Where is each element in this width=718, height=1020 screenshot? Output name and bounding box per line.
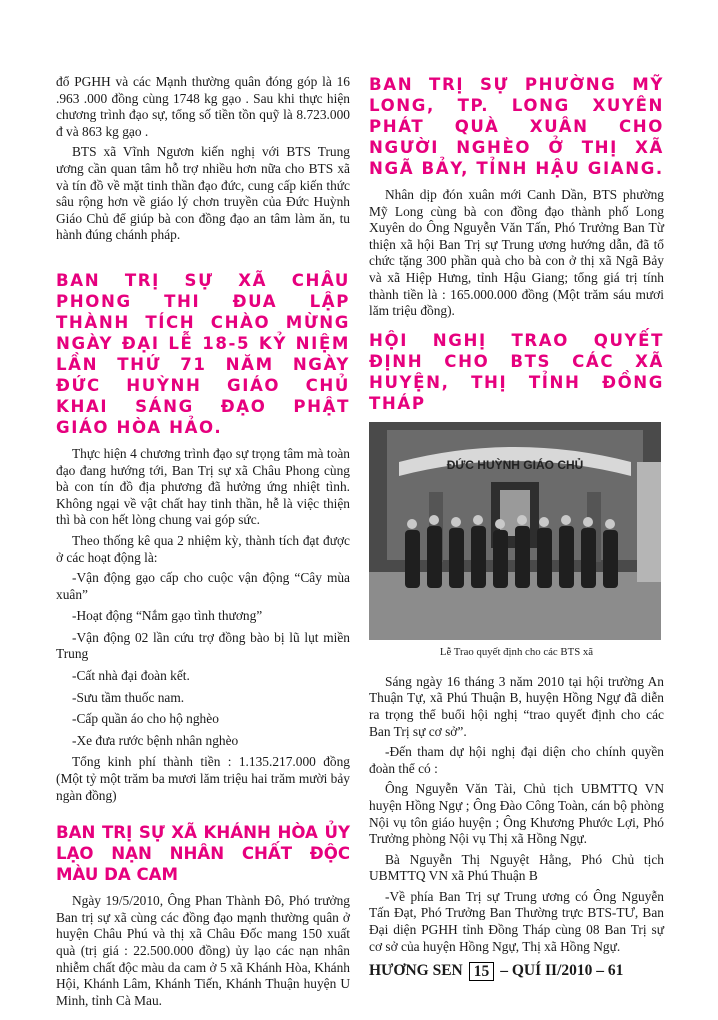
banner-text: ĐỨC HUỲNH GIÁO CHỦ [446, 457, 584, 472]
article-heading: BAN TRỊ SỰ XÃ KHÁNH HÒA ỦY LẠO NẠN NHÂN CHẤT ĐỘC MÀU DA CAM [56, 823, 350, 885]
paragraph: đổ PGHH và các Mạnh thường quân đóng góp là 16 .963 .000 đồng cùng 1748 kg gạo . Sau khi thực hiện chương trình đạo sự, tổng số tiền tồn quỹ là 8.723.000 đ và 863 kg gạo . [56, 74, 350, 139]
paragraph: Theo thống kê qua 2 nhiệm kỳ, thành tích đạt được ở các hoạt động là: [56, 532, 350, 565]
list-item: -Cấp quần áo cho hộ nghèo [72, 711, 219, 727]
list-item: -Vận động 02 lần cứu trợ đồng bào bị lũ lụt miền Trung [56, 629, 350, 662]
paragraph: Tổng kinh phí thành tiền : 1.135.217.000 đồng (Một tỷ một trăm ba mươi lăm triệu hai trăm mười bảy ngàn đồng) [56, 754, 350, 803]
paragraph: BTS xã Vĩnh Ngươn kiến nghị với BTS Trung ương cần quan tâm hỗ trợ nhiều hơn nữa cho BTS xã và tín đồ về mặt tinh thần đạo đức, cung cấp kiến thức sâu rộng hơn về giáo lý chơn truyền của Đức Huỳnh Giáo Chủ để giúp bà con đồng đạo an tâm làm ăn, tu hành đúng chánh pháp. [56, 144, 350, 243]
list-item: -Xe đưa rước bệnh nhân nghèo [72, 732, 239, 748]
paragraph: Sáng ngày 16 tháng 3 năm 2010 tại hội trường An Thuận Tự, xã Phú Thuận B, huyện Hồng Ngự đã diễn ra trọng thể buổi hội nghị “trao quyết định cho các Ban Trị sự cơ sở”. [369, 673, 664, 739]
article-heading: BAN TRỊ SỰ XÃ CHÂU PHONG THI ĐUA LẬP THÀNH TÍCH CHÀO MỪNG NGÀY ĐẠI LỄ 18-5 KỶ NIỆM LẦN THỨ 71 NĂM NGÀY ĐỨC HUỲNH GIÁO CHỦ KHAI SÁNG ĐẠO PHẬT GIÁO HÒA HẢO. [56, 270, 350, 437]
list-item: -Sưu tầm thuốc nam. [72, 689, 185, 705]
photo-caption: Lễ Trao quyết định cho các BTS xã [439, 645, 594, 658]
issue-number: 15 [469, 962, 495, 981]
article-heading: BAN TRỊ SỰ PHƯỜNG MỸ LONG, TP. LONG XUYÊN PHÁT QUÀ XUÂN CHO NGƯỜI NGHÈO Ở THỊ XÃ NGÃ BẢY, TỈNH HẬU GIANG. [369, 75, 664, 178]
paragraph: Ngày 19/5/2010, Ông Phan Thành Đô, Phó trưởng Ban trị sự xã cùng các đồng đạo mạnh thường quân ở huyện Châu Phú và thị xã Châu Đốc mang 150 xuất quà (trị giá : 22.500.000 đồng) ủy lạo các nạn nhân nhiễm chất độc màu da cam ở 5 xã Khánh Hòa, Khánh Hội, Khánh Lâm, Khánh Tiến, Khánh Thuận huyện U Minh, tỉnh Cà Mau. [56, 893, 350, 1008]
magazine-name: HƯƠNG SEN [369, 962, 463, 979]
right-column [369, 74, 664, 959]
list-item: -Vận động gạo cấp cho cuộc vận động “Cây mùa xuân” [56, 570, 350, 602]
issue-period-page: – QUÍ II/2010 – 61 [500, 962, 624, 979]
left-column [56, 74, 350, 1013]
ceremony-photo [369, 422, 661, 640]
page-footer [369, 960, 664, 982]
list-item: -Hoạt động “Nắm gạo tình thương” [72, 608, 263, 624]
ceremony-photo-illustration [369, 422, 661, 640]
paragraph: -Đến tham dự hội nghị đại diện cho chính quyền đoàn thể có : [369, 744, 664, 776]
paragraph: Bà Nguyễn Thị Nguyệt Hằng, Phó Chủ tịch UBMTTQ VN xã Phú Thuận B [369, 851, 664, 884]
list-item: -Cất nhà đại đoàn kết. [72, 668, 190, 684]
paragraph: Thực hiện 4 chương trình đạo sự trọng tâm mà toàn đạo đang hướng tới, Ban Trị sự xã Châu Phong cùng bà con tín đồ địa phương đã hưởng ứng nhiệt tình. Không ngại về vật chất hay tinh thần, hễ là việc thiện thì bà con hết lòng chung vai góp sức. [56, 445, 350, 528]
paragraph: Nhân dịp đón xuân mới Canh Dần, BTS phường Mỹ Long cùng bà con đồng đạo thành phố Long Xuyên do Ông Nguyễn Văn Tấn, Phó Trưởng Ban Từ thiện xã hội Ban Trị sự Trung ương hướng dẫn, đã tổ chức tặng 300 phần quà cho bà con ở thị xã Ngã Bảy và xã Hiệp Hưng, tỉnh Hậu Giang; tổng giá trị tính thành tiền là : 165.000.000 đồng (Một trăm sáu mươi lăm triệu đồng). [369, 187, 664, 319]
article-heading: HỘI NGHỊ TRAO QUYẾT ĐỊNH CHO BTS CÁC XÃ HUYỆN, THỊ TỈNH ĐỒNG THÁP [369, 330, 664, 413]
paragraph: -Về phía Ban Trị sự Trung ương có Ông Nguyễn Tấn Đạt, Phó Trưởng Ban Thường trực BTS-TƯ, Ban Đại diện PGHH tỉnh Đồng Tháp cùng 08 Ban Trị sự cơ sở của huyện Hồng Ngự, Thị xã Hồng Ngự. [369, 888, 664, 954]
paragraph: Ông Nguyễn Văn Tài, Chủ tịch UBMTTQ VN huyện Hồng Ngự ; Ông Đào Công Toàn, cán bộ phòng Nội vụ tôn giáo huyện ; Ông Khương Phước Lợi, Phó Trưởng phòng Nội vụ Thị xã Hồng Ngự. [369, 781, 664, 847]
